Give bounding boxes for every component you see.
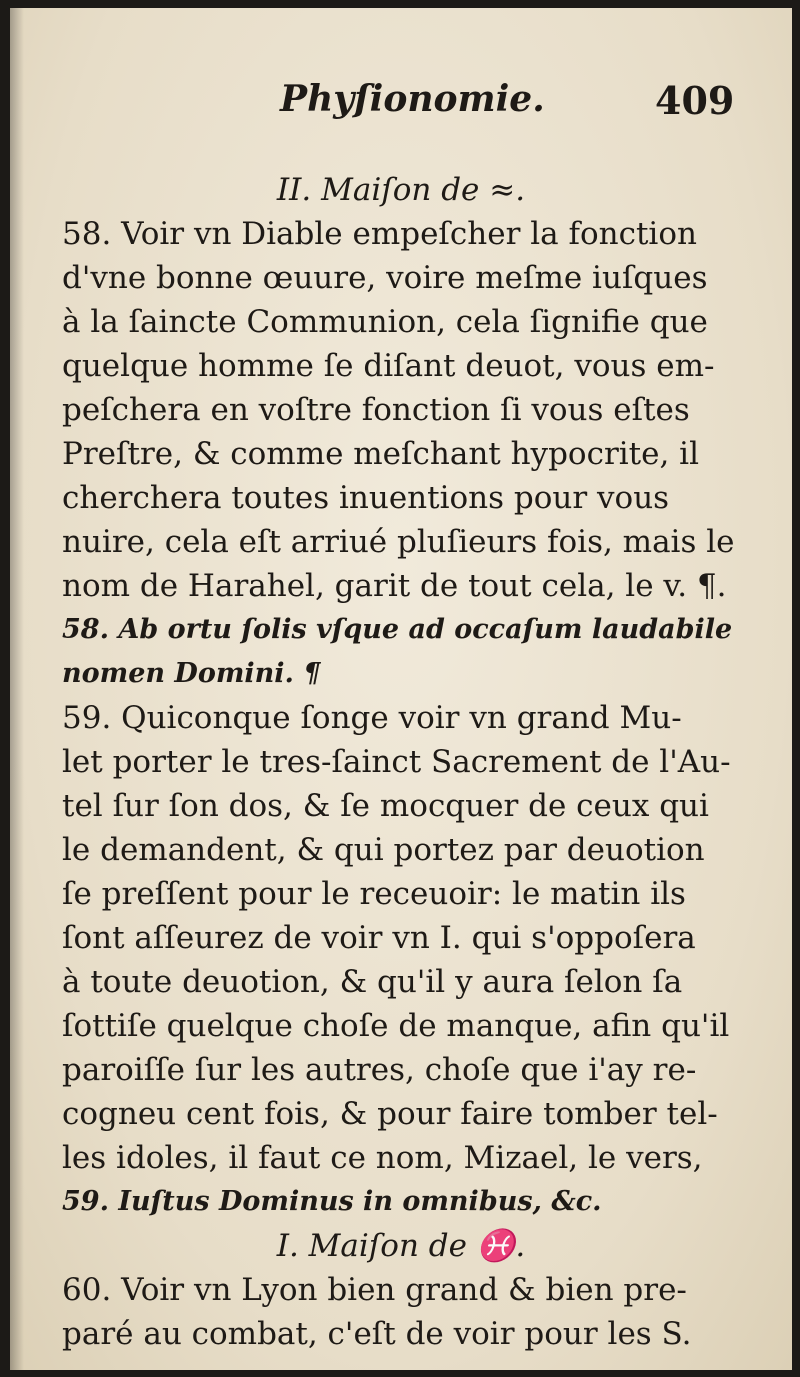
text-line: let porter le tres-ſainct Sacrement de l'Au-: [62, 744, 731, 780]
latin-verse-line: 58. Ab ortu ſolis vſque ad occaſum laudabile: [62, 614, 733, 645]
latin-verse-line: nomen Domini. ¶: [62, 658, 321, 689]
text-line: tel ſur ſon dos, & ſe mocquer de ceux qui: [62, 788, 709, 824]
text-line: nuire, cela eſt arriué pluſieurs fois, mais le: [62, 524, 735, 560]
text-line: Preſtre, & comme meſchant hypocrite, il: [62, 436, 700, 472]
text-line: paré au combat, c'eſt de voir pour les S.: [62, 1316, 692, 1352]
text-line: peſchera en voſtre fonction ſi vous eſtes: [62, 392, 690, 428]
latin-verse-line: 59. Iuſtus Dominus in omnibus, &c.: [62, 1186, 602, 1217]
text-line: nom de Harahel, garit de tout cela, le v. ¶.: [62, 568, 727, 604]
text-line: ſe preſſent pour le receuoir: le matin ils: [62, 876, 686, 912]
text-line: 58. Voir vn Diable empeſcher la fonction: [62, 216, 697, 252]
section-heading: I. Maiſon de ♓.: [276, 1228, 526, 1264]
text-line: ſont aſſeurez de voir vn I. qui s'oppoſera: [62, 920, 696, 956]
text-line: cherchera toutes inuentions pour vous: [62, 480, 670, 516]
text-line: les idoles, il faut ce nom, Mizael, le vers,: [62, 1140, 703, 1176]
text-line: à toute deuotion, & qu'il y aura ſelon ſa: [62, 964, 683, 1000]
text-line: quelque homme ſe diſant deuot, vous em-: [62, 348, 715, 384]
page-number: 409: [655, 78, 735, 123]
section-heading: II. Maiſon de ≈.: [276, 172, 526, 208]
text-line: paroiſſe ſur les autres, choſe que i'ay re-: [62, 1052, 697, 1088]
running-head: Phyſionomie.: [280, 78, 545, 120]
text-line: cogneu cent fois, & pour faire tomber tel-: [62, 1096, 718, 1132]
text-line: 60. Voir vn Lyon bien grand & bien pre-: [62, 1272, 687, 1308]
text-line: d'vne bonne œuure, voire meſme iuſques: [62, 260, 708, 296]
text-line: 59. Quiconque ſonge voir vn grand Mu-: [62, 700, 682, 736]
text-line: ſottiſe quelque choſe de manque, afin qu'il: [62, 1008, 730, 1044]
text-line: à la ſaincte Communion, cela ſignifie que: [62, 304, 708, 340]
book-page: [10, 8, 792, 1370]
text-line: le demandent, & qui portez par deuotion: [62, 832, 705, 868]
page-gutter-shadow: [10, 8, 24, 1370]
